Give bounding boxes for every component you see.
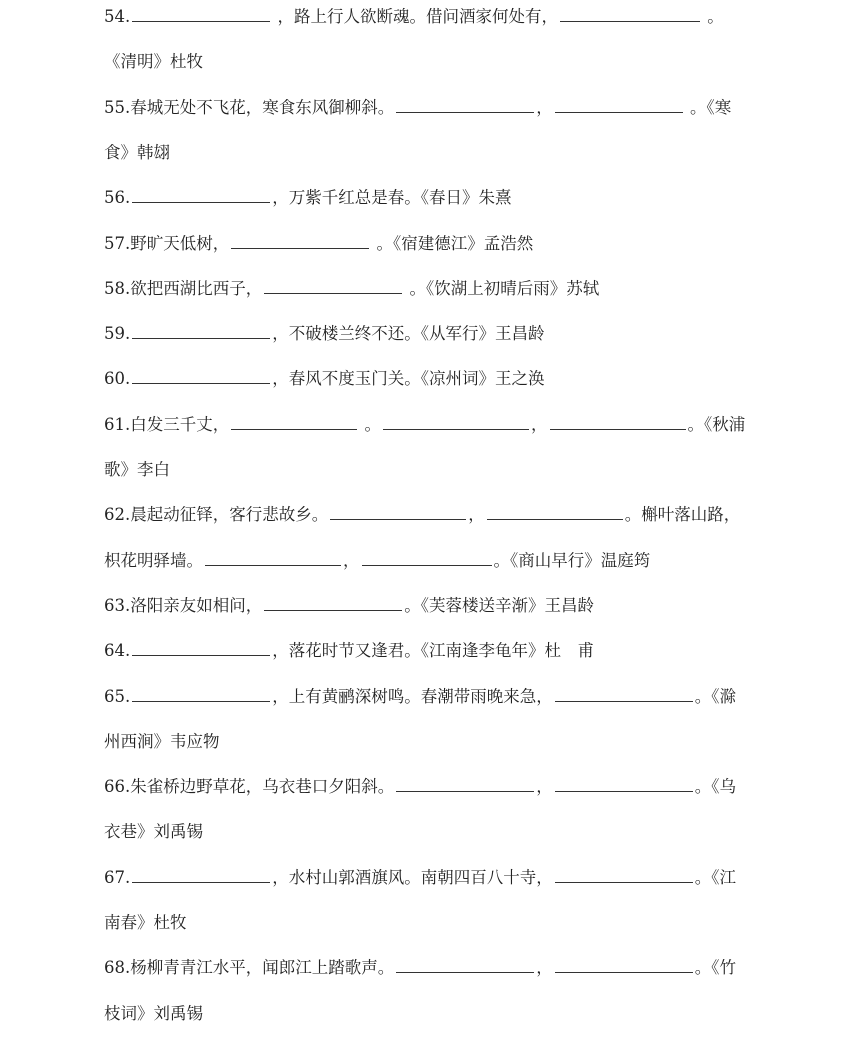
answer-blank[interactable] xyxy=(132,700,270,702)
text-line xyxy=(104,2,778,32)
text-segment: 。《宿建德江》孟浩然 xyxy=(371,233,534,253)
text-line xyxy=(104,183,778,213)
text-segment: 。《秋浦 xyxy=(687,414,746,434)
answer-blank[interactable] xyxy=(132,337,270,339)
text-line xyxy=(104,229,778,259)
answer-blank[interactable] xyxy=(330,518,466,520)
text-segment: 58.欲把西湖比西子， xyxy=(104,278,263,298)
answer-blank[interactable] xyxy=(383,428,529,430)
text-segment: 州西涧》韦应物 xyxy=(104,731,220,751)
text-segment: ，水村山郭酒旗风。南朝四百八十寺， xyxy=(272,867,553,887)
text-segment: 66.朱雀桥边野草花，乌衣巷口夕阳斜。 xyxy=(104,777,395,797)
text-segment: ，路上行人欲断魂。借问酒家何处有， xyxy=(272,7,558,26)
text-line xyxy=(104,953,778,983)
answer-blank[interactable] xyxy=(396,971,534,973)
answer-blank[interactable] xyxy=(555,881,693,883)
text-line xyxy=(104,546,778,576)
text-line xyxy=(104,138,778,168)
text-line xyxy=(104,591,778,621)
answer-blank[interactable] xyxy=(555,111,683,113)
text-segment: ， xyxy=(536,777,553,797)
text-segment: ， xyxy=(343,550,360,570)
answer-blank[interactable] xyxy=(362,564,492,566)
text-segment: ，上有黄鹂深树鸣。春潮带雨晚来急， xyxy=(272,686,553,706)
answer-blank[interactable] xyxy=(555,790,693,792)
text-segment: 54. xyxy=(104,7,131,26)
answer-blank[interactable] xyxy=(555,700,693,702)
text-line xyxy=(104,999,778,1029)
text-line xyxy=(104,500,778,530)
text-segment: 62.晨起动征铎，客行悲故乡。 xyxy=(104,505,329,525)
answer-blank[interactable] xyxy=(132,201,270,203)
text-segment: 56. xyxy=(104,188,131,208)
text-line xyxy=(104,47,778,77)
answer-blank[interactable] xyxy=(205,564,341,566)
text-segment: 《清明》杜牧 xyxy=(104,52,203,72)
text-segment: 。《江 xyxy=(694,867,736,887)
answer-blank[interactable] xyxy=(132,382,270,384)
text-segment: 。《芙蓉楼送辛渐》王昌龄 xyxy=(404,595,594,615)
text-segment: 61.白发三千丈， xyxy=(104,414,230,434)
text-segment: ， xyxy=(536,97,553,117)
text-segment: 57.野旷天低树， xyxy=(104,233,230,253)
text-segment: 63.洛阳亲友如相问， xyxy=(104,595,263,615)
text-line xyxy=(104,772,778,802)
text-segment: ，春风不度玉门关。《凉州词》王之涣 xyxy=(272,369,545,389)
text-segment: 68.杨柳青青江水平，闻郎江上踏歌声。 xyxy=(104,958,395,978)
answer-blank[interactable] xyxy=(132,654,270,656)
text-line xyxy=(104,863,778,893)
text-segment: 。《竹 xyxy=(694,958,736,978)
text-segment: 。 xyxy=(702,7,724,26)
text-line xyxy=(104,817,778,847)
text-segment: 。槲叶落山路， xyxy=(624,505,741,525)
text-segment: 64. xyxy=(104,641,131,661)
text-line xyxy=(104,636,778,666)
text-segment: ， xyxy=(536,958,553,978)
text-segment: 食》韩翃 xyxy=(104,142,170,162)
text-segment: ，不破楼兰终不还。《从军行》王昌龄 xyxy=(272,324,545,344)
answer-blank[interactable] xyxy=(550,428,686,430)
text-segment: 59. xyxy=(104,324,131,344)
answer-blank[interactable] xyxy=(396,790,534,792)
text-segment: 枳花明驿墙。 xyxy=(104,550,203,570)
text-line xyxy=(104,93,778,123)
text-segment: 。《寒 xyxy=(684,97,732,117)
text-segment: 。《商山早行》温庭筠 xyxy=(493,550,651,570)
answer-blank[interactable] xyxy=(487,518,623,520)
text-line xyxy=(104,727,778,757)
text-segment: 。《饮湖上初晴后雨》苏轼 xyxy=(404,278,600,298)
answer-blank[interactable] xyxy=(396,111,534,113)
text-segment: 55.春城无处不飞花，寒食东风御柳斜。 xyxy=(104,97,395,117)
text-segment: 。《滁 xyxy=(694,686,736,706)
text-segment: 歌》李白 xyxy=(104,460,170,479)
answer-blank[interactable] xyxy=(264,292,402,294)
text-segment: 67. xyxy=(104,867,131,887)
text-segment: ，落花时节又逢君。《江南逢李龟年》杜 甫 xyxy=(272,641,594,661)
text-line xyxy=(104,364,778,394)
text-segment: ， xyxy=(468,505,485,525)
text-segment: 。 xyxy=(359,414,381,434)
text-line xyxy=(104,274,778,304)
text-line xyxy=(104,455,778,485)
answer-blank[interactable] xyxy=(231,428,357,430)
text-segment: 65. xyxy=(104,686,131,706)
text-segment: 。《乌 xyxy=(694,777,736,797)
text-segment: 枝词》刘禹锡 xyxy=(104,1003,203,1023)
text-line xyxy=(104,908,778,938)
text-segment: 60. xyxy=(104,369,131,389)
answer-blank[interactable] xyxy=(555,971,693,973)
answer-blank[interactable] xyxy=(132,881,270,883)
text-segment: ， xyxy=(531,414,548,434)
text-line xyxy=(104,682,778,712)
text-segment: 衣巷》刘禹锡 xyxy=(104,822,203,842)
answer-blank[interactable] xyxy=(560,20,700,22)
answer-blank[interactable] xyxy=(132,20,270,22)
answer-blank[interactable] xyxy=(264,609,402,611)
text-segment: ，万紫千红总是春。《春日》朱熹 xyxy=(272,188,512,208)
text-line xyxy=(104,319,778,349)
text-line xyxy=(104,410,778,440)
text-segment: 南春》杜牧 xyxy=(104,913,187,932)
answer-blank[interactable] xyxy=(231,247,369,249)
